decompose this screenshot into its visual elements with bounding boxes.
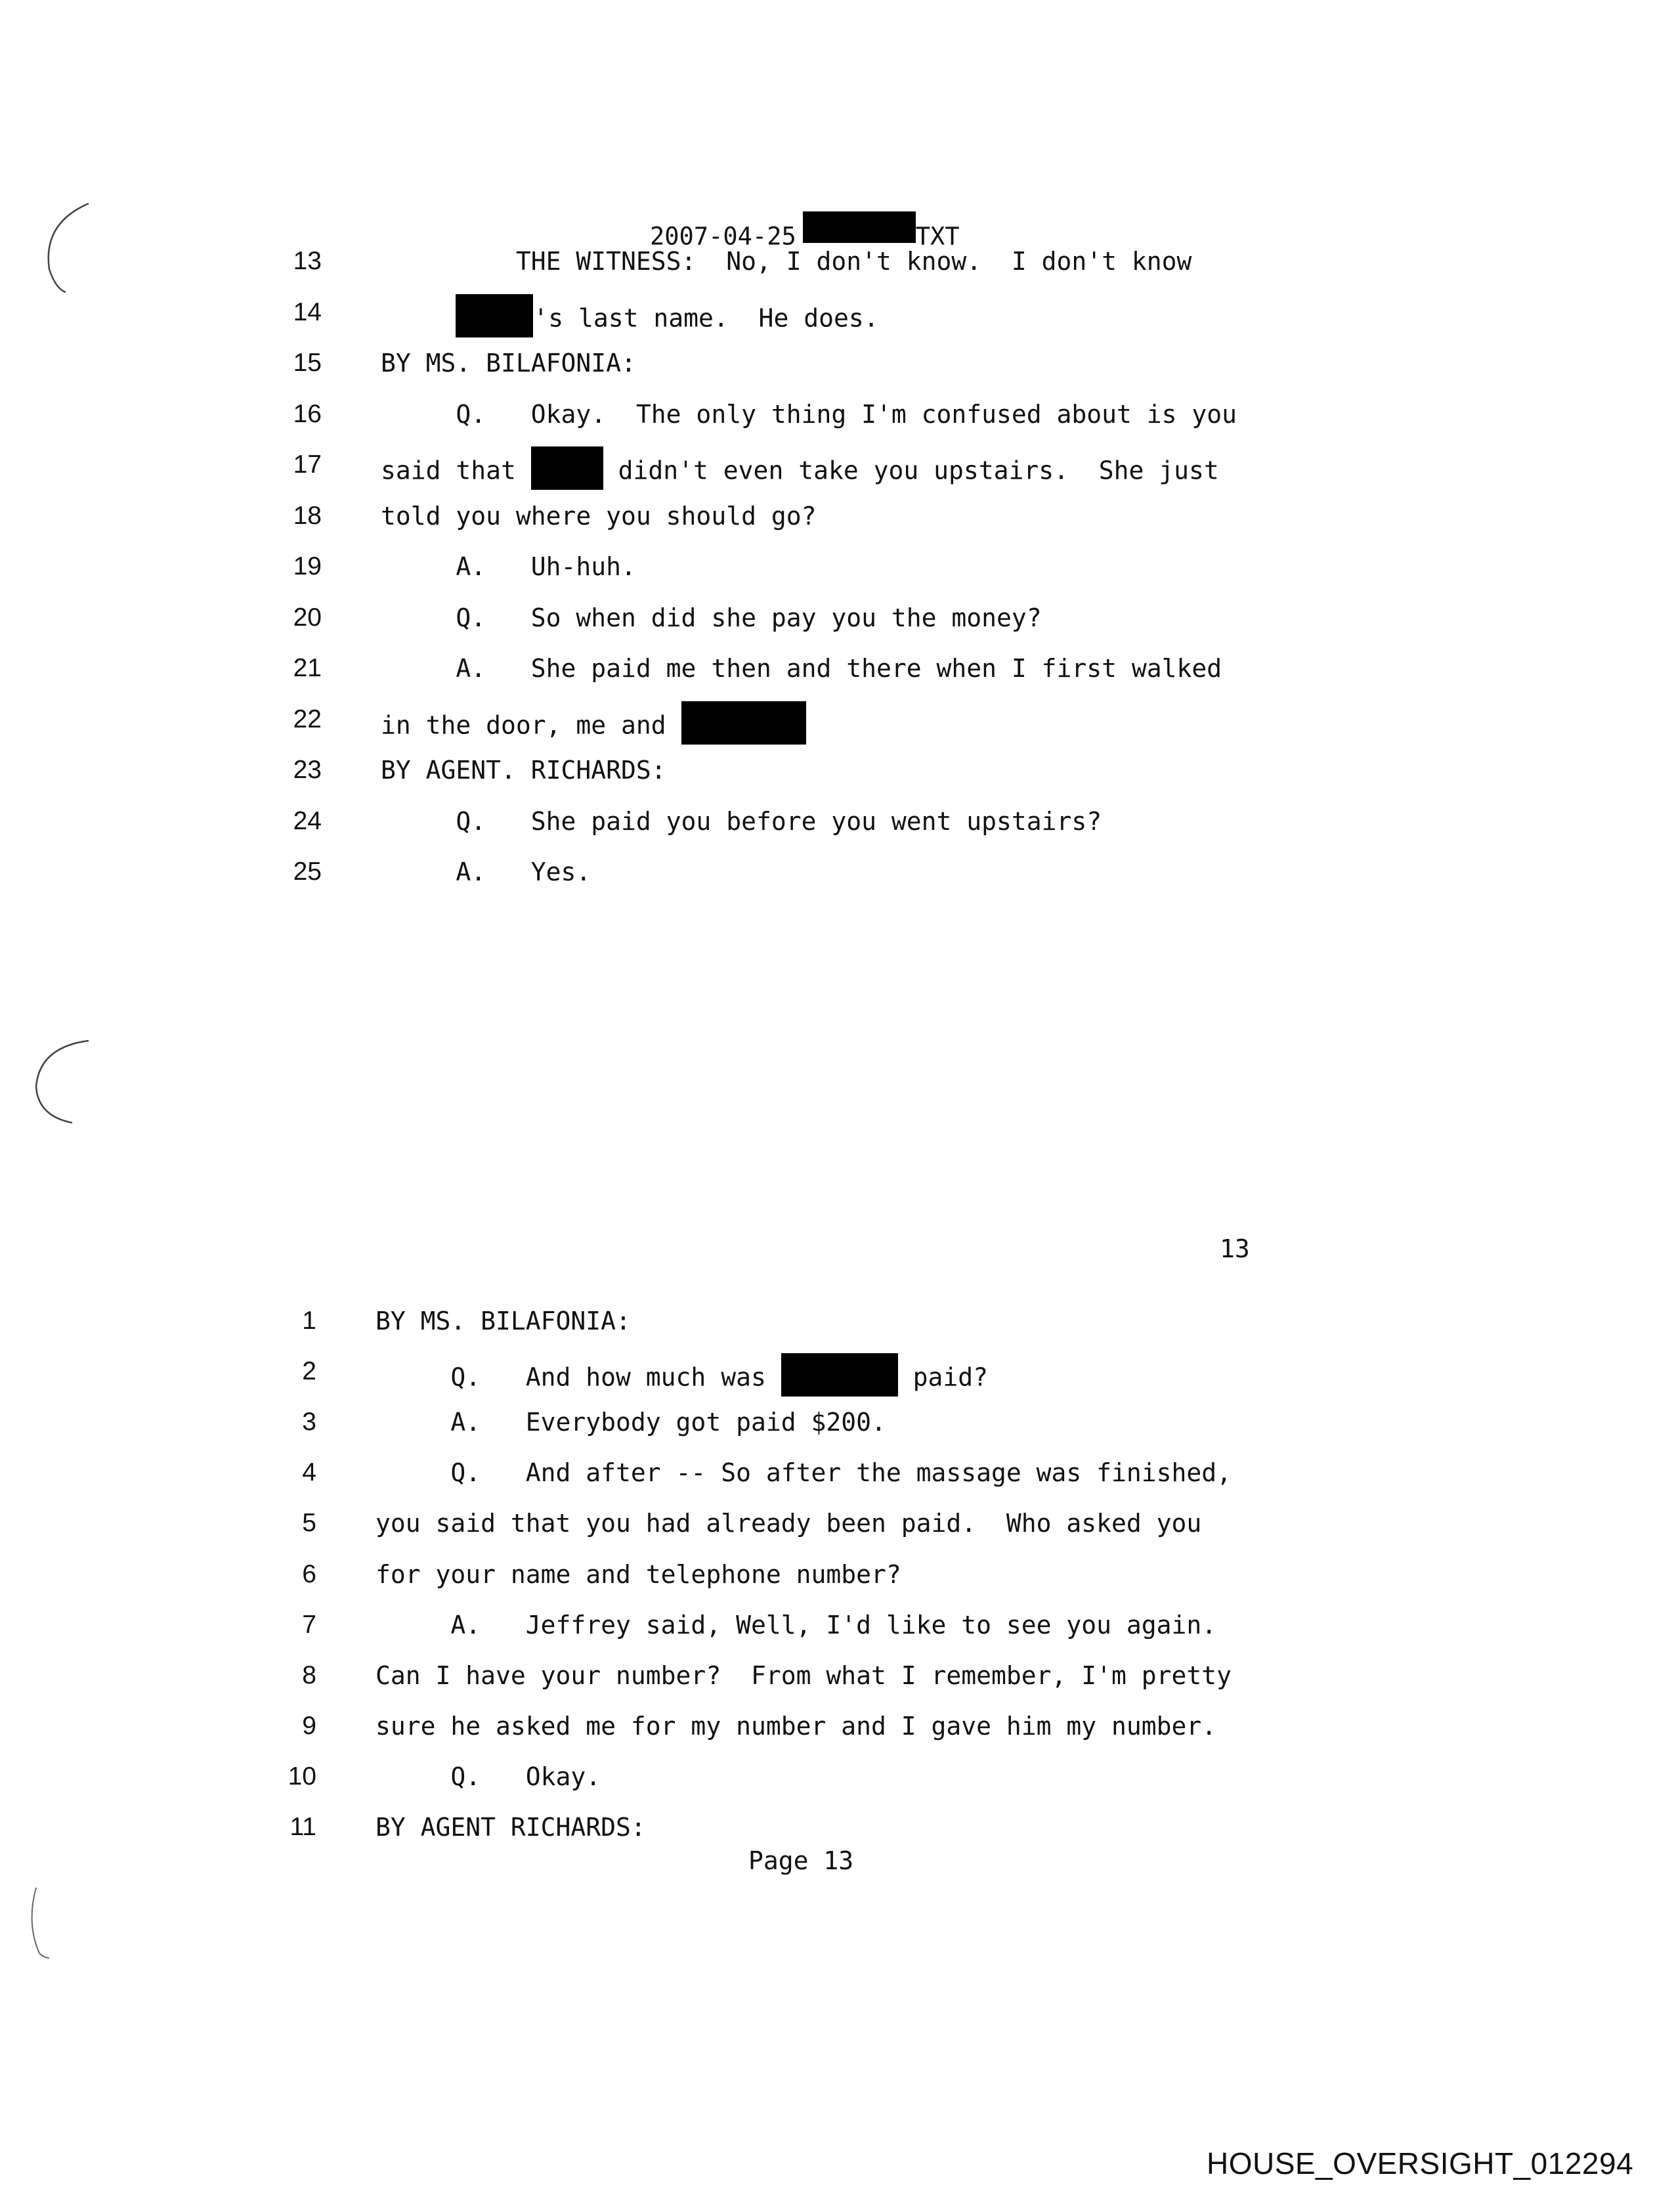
transcript-line xyxy=(0,857,1674,897)
header-extension: TXT xyxy=(915,222,960,251)
line-number: 9 xyxy=(302,1711,316,1740)
line-number: 19 xyxy=(293,552,322,580)
line-number: 2 xyxy=(302,1357,316,1386)
line-text-segment: BY MS. BILAFONIA: xyxy=(381,349,636,378)
line-text-segment: BY AGENT. RICHARDS: xyxy=(381,756,666,785)
line-text xyxy=(381,349,636,378)
line-number: 23 xyxy=(293,756,322,784)
line-number: 11 xyxy=(290,1813,316,1841)
line-text-segment: 's last name. He does. xyxy=(533,303,879,332)
transcript-line xyxy=(0,450,1674,490)
line-text-segment: A. Jeffrey said, Well, I'd like to see you again. xyxy=(376,1610,1217,1639)
line-text-segment: A. She paid me then and there when I first walked xyxy=(381,654,1222,683)
line-text-segment: sure he asked me for my number and I gave him my number. xyxy=(376,1711,1217,1741)
transcript-line xyxy=(0,1712,1674,1751)
transcript-line xyxy=(0,1611,1674,1650)
line-text-segment: Q. Okay. The only thing I'm confused about is you xyxy=(381,399,1237,429)
line-text-segment: you said that you had already been paid. Who asked you xyxy=(376,1509,1202,1538)
header-date: 2007-04-25 xyxy=(650,222,796,251)
redaction-bar xyxy=(681,701,806,745)
line-text xyxy=(376,1357,988,1400)
line-text-segment: said that xyxy=(381,456,531,485)
line-text xyxy=(376,1509,1201,1538)
line-number: 24 xyxy=(293,806,322,835)
line-text-segment: A. Uh-huh. xyxy=(381,552,636,581)
line-text-segment: Can I have your number? From what I remember, I'm pretty xyxy=(376,1660,1232,1690)
redaction-bar xyxy=(781,1353,898,1397)
redaction-bar xyxy=(803,211,916,243)
transcript-line xyxy=(0,400,1674,439)
transcript-line xyxy=(0,1458,1674,1498)
line-text xyxy=(376,1458,1232,1487)
line-text xyxy=(381,705,806,748)
transcript-line xyxy=(0,349,1674,388)
line-text-segment: Q. She paid you before you went upstairs? xyxy=(381,806,1102,836)
line-text-segment: A. Yes. xyxy=(381,857,591,886)
line-number: 20 xyxy=(293,603,322,632)
transcript-line xyxy=(0,1661,1674,1701)
line-number: 10 xyxy=(288,1762,316,1790)
line-text xyxy=(381,400,1237,429)
line-number: 7 xyxy=(302,1610,316,1639)
line-number: 25 xyxy=(293,857,322,886)
line-number: 22 xyxy=(293,705,322,733)
line-text xyxy=(376,1560,901,1589)
transcript-line xyxy=(0,1560,1674,1599)
line-number: 16 xyxy=(293,399,322,428)
line-text xyxy=(376,1611,1216,1639)
bates-number: HOUSE_OVERSIGHT_012294 xyxy=(1207,2146,1634,2180)
line-text-segment: Q. And how much was xyxy=(376,1362,781,1392)
line-text-segment: A. Everybody got paid $200. xyxy=(376,1408,886,1437)
line-number: 1 xyxy=(302,1307,316,1335)
line-number: 8 xyxy=(302,1660,316,1689)
line-text-segment: Q. And after -- So after the massage was finished, xyxy=(376,1458,1232,1488)
transcript-line xyxy=(0,1509,1674,1548)
line-text xyxy=(381,552,636,581)
transcript-line xyxy=(0,298,1674,337)
line-text xyxy=(376,1661,1232,1690)
line-number: 17 xyxy=(293,450,322,479)
line-number: 6 xyxy=(302,1559,316,1588)
line-text xyxy=(381,654,1222,683)
line-text-segment: for your name and telephone number? xyxy=(376,1559,901,1589)
redaction-bar xyxy=(456,294,533,337)
line-text xyxy=(381,857,591,886)
binder-hole-mark xyxy=(23,1884,62,1963)
page-number: 13 xyxy=(1220,1234,1250,1263)
line-text-segment: BY AGENT RICHARDS: xyxy=(376,1813,646,1842)
line-number: 3 xyxy=(302,1408,316,1437)
line-text xyxy=(381,807,1102,836)
transcript-line xyxy=(0,1357,1674,1397)
line-text xyxy=(376,1307,631,1335)
transcript-line xyxy=(0,1307,1674,1346)
line-text xyxy=(376,1712,1216,1741)
line-number: 4 xyxy=(302,1458,316,1487)
line-text-segment: paid? xyxy=(897,1362,988,1392)
transcript-line xyxy=(0,705,1674,745)
line-text xyxy=(381,502,816,531)
transcript-line xyxy=(0,807,1674,846)
line-text xyxy=(376,1408,886,1437)
line-text-segment: told you where you should go? xyxy=(381,501,817,531)
line-number: 18 xyxy=(293,501,322,530)
transcript-line xyxy=(0,552,1674,592)
transcript-line xyxy=(0,1408,1674,1447)
line-text xyxy=(381,247,1191,276)
transcript-line xyxy=(0,247,1674,286)
binder-hole-mark xyxy=(26,1034,98,1133)
line-text xyxy=(376,1762,601,1791)
line-text-segment: in the door, me and xyxy=(381,710,681,739)
line-text xyxy=(381,756,666,785)
line-text-segment: BY MS. BILAFONIA: xyxy=(376,1307,631,1335)
line-text-segment: THE WITNESS: No, I don't know. I don't know xyxy=(381,247,1192,276)
line-text xyxy=(376,1813,646,1842)
transcript-line xyxy=(0,603,1674,643)
line-number: 13 xyxy=(293,247,322,275)
transcript-line xyxy=(0,756,1674,795)
line-text xyxy=(381,450,1219,494)
line-text-segment xyxy=(381,303,456,332)
transcript-line xyxy=(0,654,1674,693)
page-footer: Page 13 xyxy=(748,1846,854,1875)
line-number: 5 xyxy=(302,1509,316,1538)
line-text xyxy=(381,298,879,341)
line-number: 15 xyxy=(293,349,322,377)
line-text-segment: Q. So when did she pay you the money? xyxy=(381,603,1042,632)
line-number: 21 xyxy=(293,654,322,682)
transcript-line xyxy=(0,502,1674,541)
redaction-bar xyxy=(531,446,603,490)
line-text xyxy=(381,603,1042,632)
line-text-segment: didn't even take you upstairs. She just xyxy=(603,456,1219,485)
line-number: 14 xyxy=(293,297,322,326)
line-text-segment: Q. Okay. xyxy=(376,1762,601,1791)
transcript-line xyxy=(0,1762,1674,1802)
